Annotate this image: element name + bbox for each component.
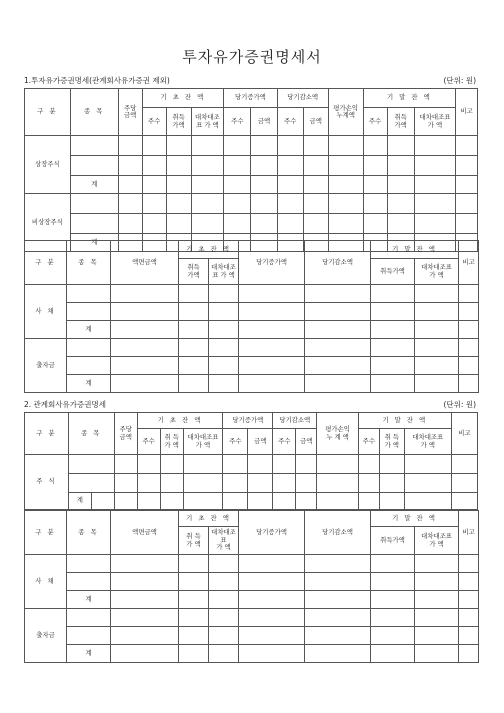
section2-heading: 2. 관계회사유가증권명세 bbox=[24, 400, 106, 409]
header-decrease: 당기감소액 bbox=[305, 511, 371, 555]
header-shares: 주수 bbox=[224, 108, 251, 136]
header-remarks: 비고 bbox=[459, 511, 479, 555]
header-face-value: 액면금액 bbox=[111, 241, 179, 285]
header-shares: 주수 bbox=[363, 108, 387, 136]
section1-bond-table bbox=[24, 240, 479, 393]
header-shares: 주수 bbox=[277, 108, 303, 136]
header-ending-balance: 기 말 잔 액 bbox=[358, 413, 451, 429]
header-increase: 당기증가액 bbox=[223, 413, 273, 429]
header-amount: 금액 bbox=[251, 108, 277, 136]
header-decrease: 당기감소액 bbox=[273, 413, 317, 429]
header-acquisition: 취득 가액 bbox=[166, 108, 191, 136]
header-remarks: 비고 bbox=[451, 413, 477, 455]
header-category: 구 분 bbox=[25, 241, 67, 285]
section1-heading-row bbox=[24, 75, 476, 86]
header-increase: 당기증가액 bbox=[239, 241, 305, 285]
header-shares: 주수 bbox=[358, 429, 379, 455]
subtotal-label: 계 bbox=[67, 375, 111, 393]
row-label-stocks: 주 식 bbox=[25, 455, 69, 510]
header-category: 구 분 bbox=[25, 413, 69, 455]
unit-label: (단위: 원) bbox=[443, 76, 476, 85]
header-shares: 주수 bbox=[142, 108, 166, 136]
header-decrease: 당기감소액 bbox=[305, 241, 371, 285]
header-item: 종 목 bbox=[67, 241, 111, 285]
row-label-investment: 출자금 bbox=[25, 609, 67, 663]
header-par-amount: 주당 금액 bbox=[114, 413, 137, 455]
header-acquisition: 취 득 가 액 bbox=[179, 527, 209, 555]
unit-label: (단위: 원) bbox=[443, 400, 476, 409]
header-increase: 당기증가액 bbox=[224, 89, 277, 108]
header-amount: 금액 bbox=[248, 429, 273, 455]
header-book-value: 대차대조표 가 액 bbox=[183, 429, 223, 455]
header-item: 종 목 bbox=[67, 511, 111, 555]
header-shares: 주수 bbox=[223, 429, 248, 455]
header-amount: 금액 bbox=[303, 108, 328, 136]
header-beginning-balance: 기 초 잔 액 bbox=[142, 89, 224, 108]
header-acquisition: 취득 가액 bbox=[179, 259, 209, 285]
header-book-value: 대차대조표 가 액 bbox=[404, 429, 451, 455]
section1-heading: 1.투자유가증권명세(관계회사유가증권 제외) bbox=[24, 76, 170, 85]
subtotal-label: 계 bbox=[68, 493, 91, 510]
section2-stock-table bbox=[24, 412, 478, 510]
header-remarks: 비고 bbox=[459, 241, 479, 285]
header-shares: 주수 bbox=[137, 429, 160, 455]
header-ending-balance: 기 말 잔 액 bbox=[371, 241, 459, 259]
header-amount: 금액 bbox=[296, 429, 317, 455]
subtotal-label: 계 bbox=[67, 321, 111, 339]
header-valuation: 평가손익 누 계 액 bbox=[317, 413, 359, 455]
header-item: 종 목 bbox=[70, 89, 118, 136]
header-shares: 주수 bbox=[273, 429, 296, 455]
header-beginning-balance: 기 초 잔 액 bbox=[179, 241, 239, 259]
section1-stock-table bbox=[24, 88, 478, 252]
subtotal-label: 계 bbox=[70, 176, 118, 194]
header-face-value: 액면금액 bbox=[111, 511, 179, 555]
row-label-bonds: 사 채 bbox=[25, 555, 67, 609]
row-label-bonds: 사 채 bbox=[25, 285, 67, 339]
header-category: 구 분 bbox=[25, 511, 67, 555]
row-label-listed: 상장주식 bbox=[25, 136, 71, 194]
header-item: 종 목 bbox=[68, 413, 114, 455]
header-book-value: 대차대조표 가 액 bbox=[209, 527, 239, 555]
page-title: 투자유가증권명세서 bbox=[182, 48, 322, 66]
header-book-value: 대차대조표 가 액 bbox=[415, 527, 459, 555]
header-book-value: 대차대조표 가 액 bbox=[414, 108, 455, 136]
header-valuation: 평가손익 누계액 bbox=[328, 89, 363, 136]
header-book-value: 대차대조표 가 액 bbox=[415, 259, 459, 285]
subtotal-label: 계 bbox=[70, 234, 118, 252]
header-decrease: 당기감소액 bbox=[277, 89, 328, 108]
header-ending-balance: 기 말 잔 액 bbox=[363, 89, 456, 108]
header-increase: 당기증가액 bbox=[239, 511, 305, 555]
header-beginning-balance: 기 초 잔 액 bbox=[179, 511, 239, 527]
header-remarks: 비고 bbox=[456, 89, 478, 136]
header-book-value: 대차대조 표 가 액 bbox=[191, 108, 224, 136]
header-category: 구 분 bbox=[25, 89, 71, 136]
row-label-investment: 출자금 bbox=[25, 339, 67, 393]
header-acquisition: 취득 가액 bbox=[387, 108, 414, 136]
header-par-amount: 주당 금액 bbox=[118, 89, 142, 136]
header-acquisition: 취득가액 bbox=[371, 259, 415, 285]
header-beginning-balance: 기 초 잔 액 bbox=[137, 413, 223, 429]
section2-bond-table bbox=[24, 510, 479, 663]
subtotal-label: 계 bbox=[67, 591, 111, 609]
section2-heading-row bbox=[24, 399, 476, 410]
header-ending-balance: 기 말 잔 액 bbox=[371, 511, 459, 527]
row-label-unlisted: 비상장주식 bbox=[25, 194, 71, 252]
header-acquisition: 취 득 가 액 bbox=[160, 429, 183, 455]
header-acquisition: 취 득 가 액 bbox=[379, 429, 404, 455]
subtotal-label: 계 bbox=[67, 645, 111, 663]
header-acquisition: 취득가액 bbox=[371, 527, 415, 555]
header-book-value: 대차대조 표 가 액 bbox=[209, 259, 239, 285]
